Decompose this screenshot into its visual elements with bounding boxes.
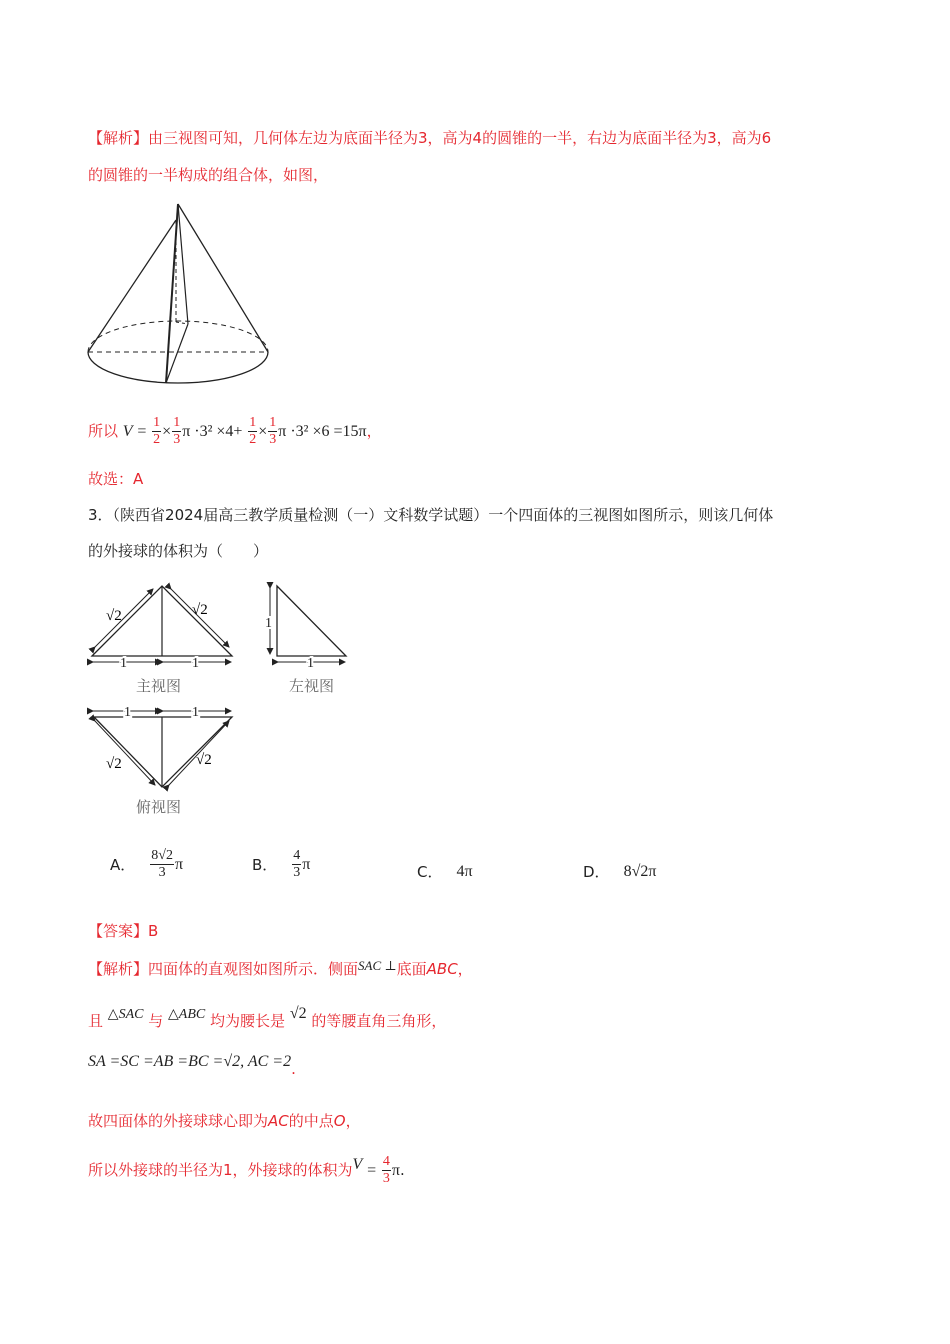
segment-ac: AC: [268, 1112, 289, 1130]
triangle-sac: △SAC: [107, 1007, 144, 1022]
answer3-value: B: [148, 922, 159, 940]
svg-text:1: 1: [307, 656, 314, 671]
fraction-half-2: $\frac{1}{2}$: [249, 415, 257, 447]
analysis3-l4c: ，: [345, 1112, 361, 1130]
side-view-label: 左视图: [289, 679, 335, 695]
svg-text:1: 1: [192, 705, 199, 720]
option-c-value: 4π: [456, 862, 473, 880]
option-b-fraction: $\frac{4}{3}$: [293, 848, 301, 880]
question3-line1: [88, 504, 773, 526]
term1-tail: π ·3² ×4+: [182, 423, 243, 440]
option-d-value: 8√2π: [623, 862, 657, 880]
analysis3-line4: [88, 1110, 361, 1132]
analysis3-line5: [88, 1145, 405, 1191]
analysis3-line3: [88, 1050, 296, 1080]
analysis3-line1: [88, 955, 473, 980]
analysis1-line2: 的圆锥的一半构成的组合体，如图，: [88, 166, 329, 184]
volume-suffix: ，: [366, 422, 382, 440]
option-a-fraction: $\frac{8√2}{3}$: [151, 848, 173, 880]
front-view: [92, 586, 232, 695]
svg-text:√2: √2: [192, 602, 208, 618]
volume-end-dot: .: [400, 1161, 405, 1179]
volume-formula-line: [88, 411, 382, 452]
option-b[interactable]: [252, 848, 310, 881]
option-b-pi: π: [302, 855, 311, 873]
times-1: ×: [162, 423, 172, 440]
triangle-abc: △ABC: [168, 1007, 206, 1022]
svg-text:√2: √2: [196, 752, 212, 768]
question3-text1: （陕西省2024届高三教学质量检测（一）文科数学试题）一个四面体的三视图如图所示，则该几何体: [112, 506, 774, 524]
analysis3-l2a: 且: [88, 1012, 104, 1030]
analysis1-line1: [88, 127, 771, 149]
analysis1-text1: 由三视图可知，几何体左边为底面半径为3，高为4的圆锥的一半，右边为底面半径为3，高为6: [148, 129, 772, 147]
svg-text:√2: √2: [106, 608, 122, 624]
fraction-third-1: $\frac{1}{3}$: [173, 415, 181, 447]
analysis3-l4a: 故四面体的外接球球心即为: [88, 1112, 269, 1130]
question3-number: 3．: [88, 506, 113, 524]
option-c[interactable]: [417, 861, 473, 882]
side-view: [265, 586, 346, 695]
answer3-line: [88, 920, 158, 942]
top-view-label: 俯视图: [136, 800, 182, 816]
option-a[interactable]: [110, 848, 183, 881]
top-view: [93, 705, 232, 816]
analysis3-l2d: 的等腰直角三角形，: [311, 1012, 447, 1030]
analysis3-sac: SAC ⊥: [358, 958, 397, 973]
volume-eq: =: [137, 423, 147, 440]
half-cones-figure: [84, 200, 274, 390]
option-d[interactable]: [583, 861, 656, 882]
analysis3-l2b: 与: [148, 1012, 164, 1030]
equalities: SA =SC =AB =BC =√2, AC =2: [88, 1053, 292, 1070]
volume-prefix: 所以: [88, 422, 119, 440]
fraction-half-1: $\frac{1}{2}$: [153, 415, 161, 447]
root-two: √2: [289, 1005, 307, 1022]
volume-var: V: [122, 423, 133, 440]
fraction-third-2: $\frac{1}{3}$: [269, 415, 277, 447]
svg-text:1: 1: [120, 656, 127, 671]
option-b-label: B．: [252, 856, 278, 874]
option-d-label: D．: [583, 863, 610, 881]
analysis3-l5a: 所以外接球的半径为1，外接球的体积为: [88, 1161, 353, 1179]
three-views-diagram: [84, 580, 364, 820]
equalities-dot: .: [291, 1060, 296, 1078]
option-a-pi: π: [174, 855, 184, 873]
fraction-four-thirds: $\frac{4}{3}$: [382, 1154, 390, 1186]
answer1-line: 故选：A: [88, 470, 144, 488]
volume-eq-3: =: [367, 1162, 377, 1179]
analysis3-tag: 【解析】: [88, 960, 149, 978]
svg-text:1: 1: [124, 705, 131, 720]
option-c-label: C．: [417, 863, 443, 881]
point-o: O: [333, 1112, 346, 1130]
svg-text:1: 1: [192, 656, 199, 671]
times-2: ×: [258, 423, 268, 440]
analysis3-l1a: 四面体的直观图如图所示．侧面: [148, 960, 359, 978]
answer3-tag: 【答案】: [88, 922, 149, 940]
term2-tail: π ·3² ×6 =15π: [278, 423, 367, 440]
front-view-label: 主视图: [136, 679, 182, 695]
option-a-label: A．: [110, 856, 136, 874]
svg-text:1: 1: [265, 616, 272, 631]
analysis3-l4b: 的中点: [288, 1112, 334, 1130]
analysis3-l1b: 底面: [396, 960, 427, 978]
analysis3-line2: [88, 1000, 446, 1035]
analysis3-l1c: ，: [457, 960, 473, 978]
svg-text:√2: √2: [106, 756, 122, 772]
question3-line2: 的外接球的体积为（ ）: [88, 542, 269, 560]
volume-pi: π: [391, 1162, 400, 1179]
analysis3-l2c: 均为腰长是: [210, 1012, 286, 1030]
analysis3-abc: ABC: [426, 960, 458, 978]
volume-v: V: [352, 1156, 363, 1173]
analysis1-tag: 【解析】: [88, 129, 149, 147]
